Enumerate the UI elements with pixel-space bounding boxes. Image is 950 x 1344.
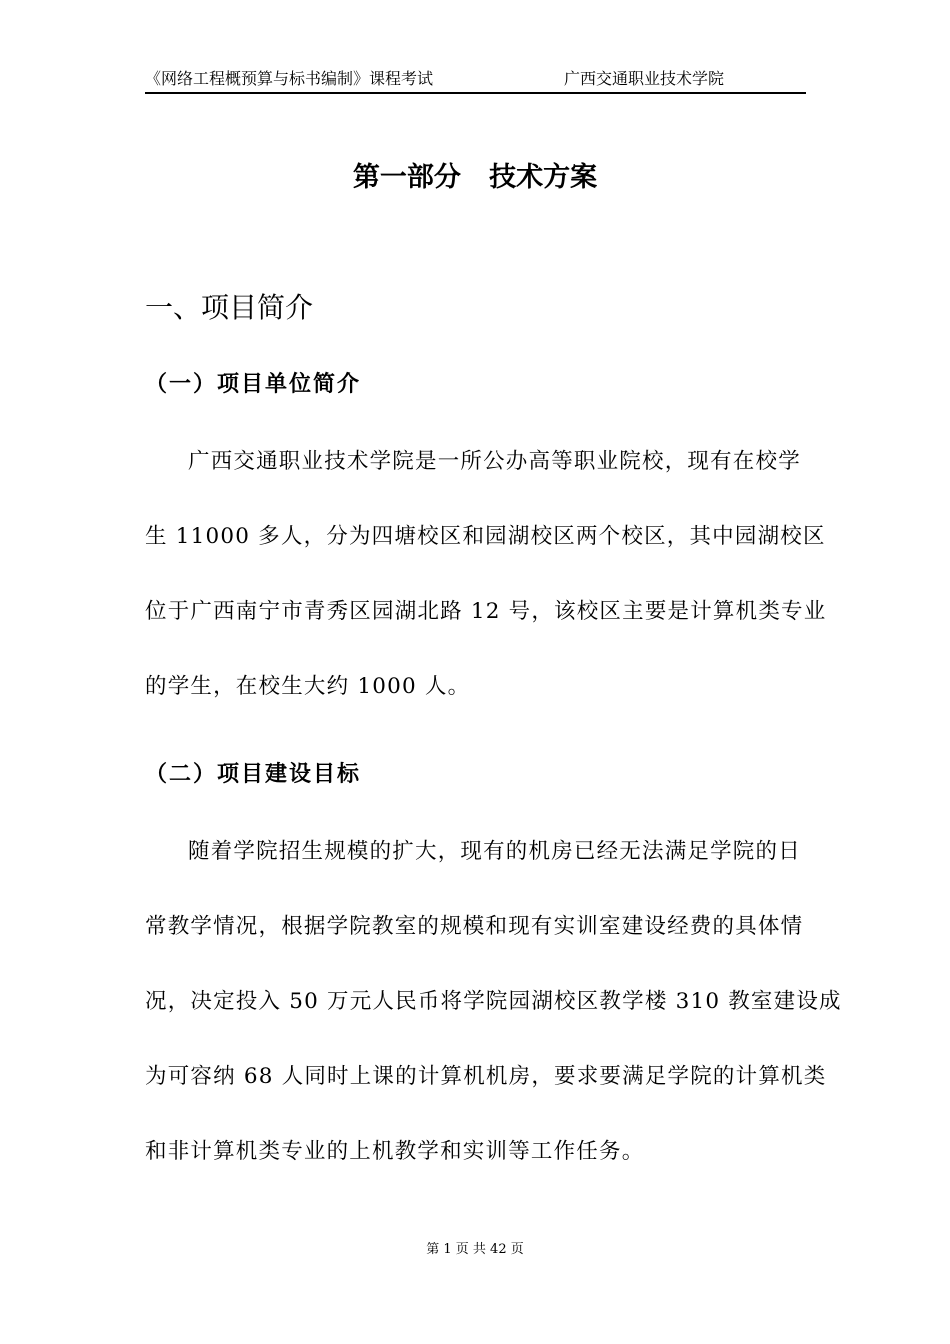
paragraph-line: 常教学情况，根据学院教室的规模和现有实训室建设经费的具体情 xyxy=(145,914,804,939)
subsection-heading-unit-intro: （一）项目单位简介 xyxy=(145,372,362,397)
header-course-title: 《网络工程概预算与标书编制》课程考试 xyxy=(145,69,434,88)
part-title: 第一部分 技术方案 xyxy=(352,162,598,193)
paragraph-line: 的学生，在校生大约 1000 人。 xyxy=(145,674,471,699)
header-institution: 广西交通职业技术学院 xyxy=(564,69,725,88)
paragraph-line: 广西交通职业技术学院是一所公办高等职业院校，现有在校学 xyxy=(188,449,801,474)
paragraph-line: 位于广西南宁市青秀区园湖北路 12 号，该校区主要是计算机类专业 xyxy=(145,599,827,624)
paragraph-line: 随着学院招生规模的扩大，现有的机房已经无法满足学院的日 xyxy=(188,839,801,864)
page-header xyxy=(145,66,806,94)
paragraph-build-goal xyxy=(145,831,842,1206)
paragraph-line: 生 11000 多人，分为四塘校区和园湖校区两个校区，其中园湖校区 xyxy=(145,524,826,549)
paragraph-line: 况，决定投入 50 万元人民币将学院园湖校区教学楼 310 教室建设成 xyxy=(145,989,842,1014)
paragraph-line: 和非计算机类专业的上机教学和实训等工作任务。 xyxy=(145,1139,645,1164)
section-heading-project-intro: 一、项目简介 xyxy=(145,291,314,324)
paragraph-unit-intro xyxy=(145,441,827,741)
paragraph-line: 为可容纳 68 人同时上课的计算机机房，要求要满足学院的计算机类 xyxy=(145,1064,827,1089)
subsection-heading-build-goal: （二）项目建设目标 xyxy=(145,762,362,787)
page-footer-page-number: 第 1 页 共 42 页 xyxy=(426,1242,524,1257)
